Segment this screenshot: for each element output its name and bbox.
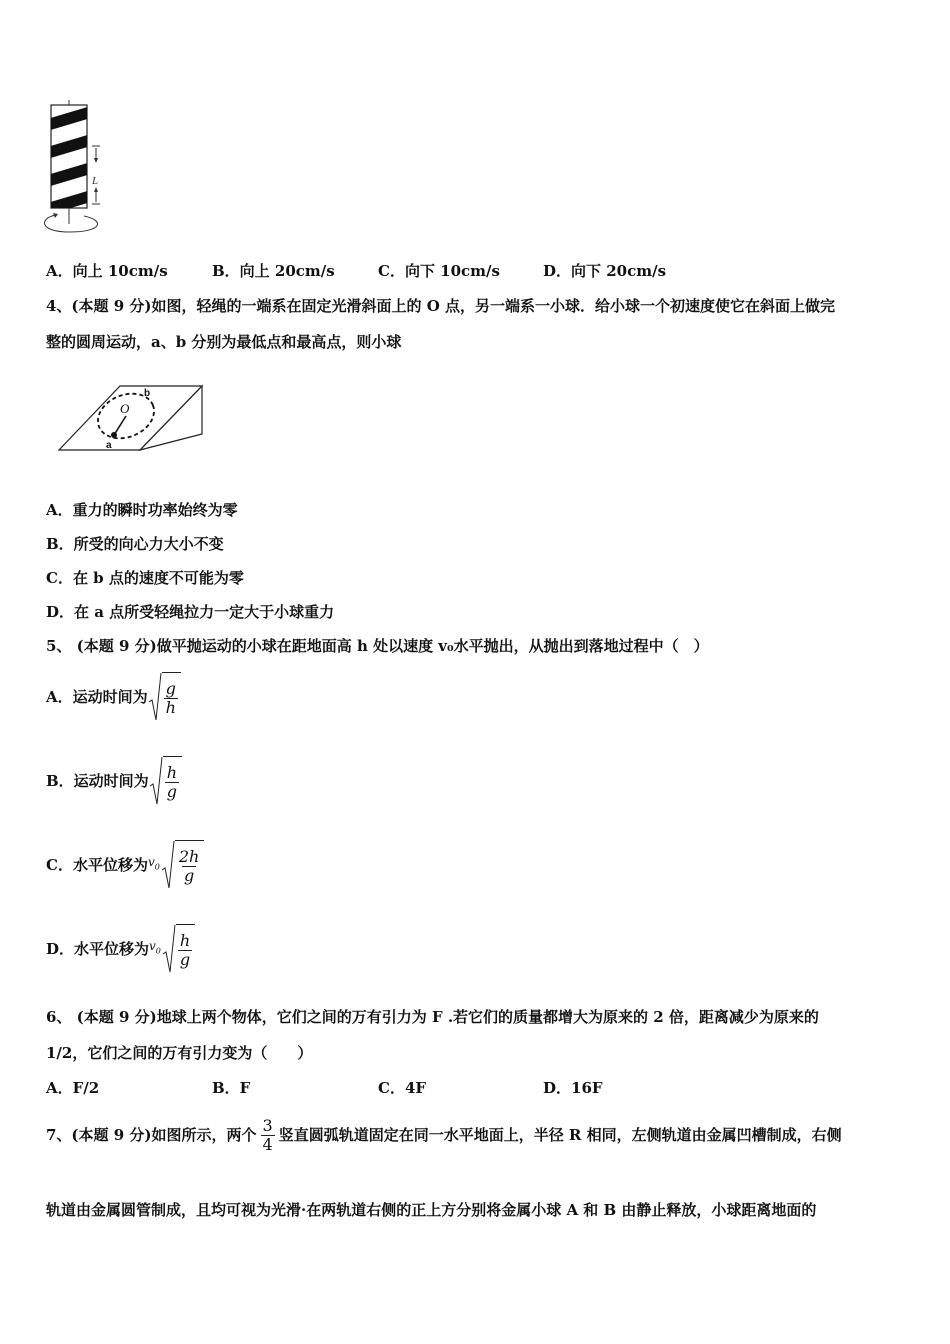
q4-option-d[interactable]: D．在 a 点所受轻绳拉力一定大于小球重力	[46, 603, 335, 621]
sqrt-expression	[149, 756, 182, 806]
q5-option-d[interactable]	[46, 922, 195, 976]
sqrt-expression	[162, 924, 195, 974]
q5-option-a-label: A．运动时间为	[46, 688, 148, 706]
q5-option-a[interactable]	[46, 670, 181, 724]
q5-a-numerator: g	[165, 678, 176, 698]
point-b-label: b	[144, 388, 151, 399]
q6-stem-line2: 1/2，它们之间的万有引力变为（ ）	[46, 1044, 313, 1062]
q5-stem: 5、 (本题 9 分)做平抛运动的小球在距地面高 h 处以速度 v₀水平抛出，从抛出到落地过程中（ ）	[46, 637, 709, 655]
q5-c-numerator: 2h	[178, 846, 200, 866]
point-a-label: a	[106, 440, 112, 451]
q4-option-c[interactable]: C．在 b 点的速度不可能为零	[46, 569, 244, 587]
q4-option-b[interactable]: B．所受的向心力大小不变	[46, 535, 224, 553]
q3-option-d[interactable]: D．向下 20cm/s	[543, 262, 667, 280]
q5-option-b[interactable]	[46, 754, 182, 808]
sqrt-expression	[161, 840, 204, 890]
q3-option-c[interactable]: C．向下 10cm/s	[378, 262, 500, 280]
q4-stem-line1: 4、(本题 9 分)如图，轻绳的一端系在固定光滑斜面上的 O 点，另一端系一小球．给小球一个初速度使它在斜面上做完	[46, 297, 836, 315]
q3-option-a[interactable]: A．向上 10cm/s	[46, 262, 168, 280]
q5-d-numerator: h	[179, 930, 191, 950]
point-o-label: O	[120, 401, 130, 416]
q7-fraction: $\frac{3}{4}$	[262, 1115, 273, 1154]
q7-stem-pre: 7、(本题 9 分)如图所示，两个	[46, 1126, 257, 1144]
sqrt-expression	[148, 672, 181, 722]
q6-option-b[interactable]: B．F	[212, 1079, 251, 1097]
q5-b-denominator: g	[166, 781, 177, 801]
q4-stem-line2: 整的圆周运动，a、b 分别为最低点和最高点，则小球	[46, 333, 402, 351]
length-label: L	[92, 175, 99, 187]
q7-stem-line1	[46, 1110, 842, 1160]
q4-option-a[interactable]: A．重力的瞬时功率始终为零	[46, 501, 238, 519]
q5-option-c[interactable]	[46, 838, 204, 892]
q6-stem-line1: 6、 (本题 9 分)地球上两个物体，它们之间的万有引力为 F .若它们的质量都增大为原来的 2 倍，距离减少为原来的	[46, 1008, 819, 1026]
q7-stem-post: 竖直圆弧轨道固定在同一水平地面上，半径 R 相同，左侧轨道由金属凹槽制成，右侧	[278, 1126, 842, 1144]
incline-circle-figure	[56, 384, 208, 454]
q5-d-denominator: g	[179, 949, 191, 969]
q3-option-b[interactable]: B．向上 20cm/s	[212, 262, 335, 280]
q6-option-c[interactable]: C．4F	[378, 1079, 427, 1097]
striped-cylinder-figure	[44, 100, 108, 240]
q5-c-denominator: g	[183, 865, 195, 885]
v0-symbol: $v_0$	[147, 855, 160, 872]
q5-option-c-label: C．水平位移为	[46, 856, 148, 874]
q5-a-denominator: h	[165, 697, 176, 717]
q6-options	[0, 1078, 950, 1098]
q5-option-d-label: D．水平位移为	[46, 940, 150, 958]
q5-b-numerator: h	[166, 762, 177, 782]
q7-stem-line2: 轨道由金属圆管制成，且均可视为光滑·在两轨道右侧的正上方分别将金属小球 A 和 B 由静止释放，小球距离地面的	[46, 1201, 817, 1219]
v0-symbol: $v_0$	[149, 939, 161, 956]
q6-option-d[interactable]: D．16F	[543, 1079, 603, 1097]
q3-options	[0, 261, 950, 281]
q5-option-b-label: B．运动时间为	[46, 772, 149, 790]
q6-option-a[interactable]: A．F/2	[46, 1079, 100, 1097]
